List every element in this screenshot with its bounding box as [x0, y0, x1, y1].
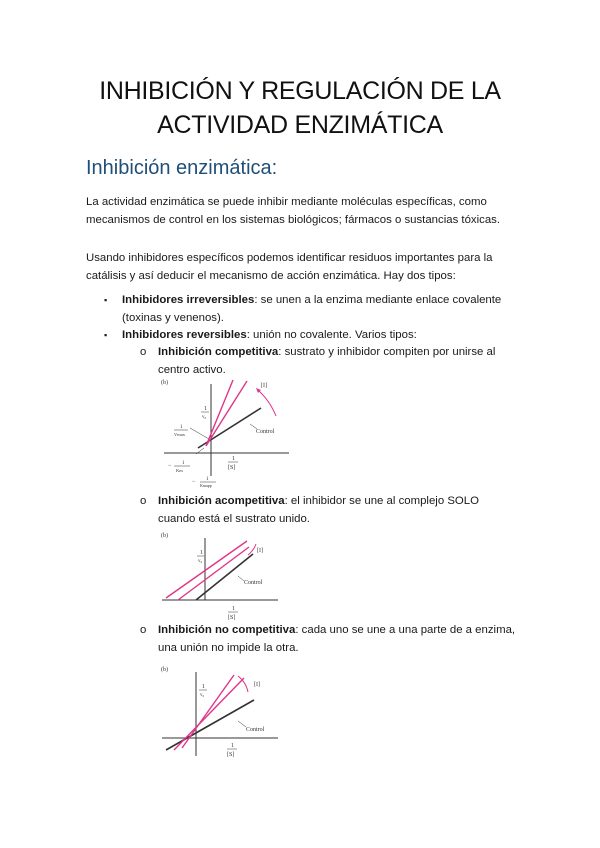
figure-panel-label: (b): [161, 667, 168, 673]
sub-bullet-term: Inhibición acompetitiva: [158, 495, 285, 507]
control-label: Control: [244, 580, 263, 586]
inhibitor-line-2: [182, 675, 234, 748]
figure-uncompetitive: [160, 530, 280, 622]
figure-noncompetitive: [160, 664, 280, 764]
control-label: Control: [256, 429, 275, 435]
sub-bullet-marker: o: [140, 624, 147, 636]
svg-text:−: −: [192, 479, 196, 485]
kmapp-label-den: Kmapp: [200, 483, 212, 488]
bullet-term: Inhibidores reversibles: [122, 329, 247, 341]
bullet-term: Inhibidores irreversibles: [122, 294, 255, 306]
y-axis-label-den: v₀: [202, 415, 207, 420]
page-title: INHIBICIÓN Y REGULACIÓN DE LA ACTIVIDAD ENZIMÁTICA: [99, 77, 501, 139]
sub-bullet-term: Inhibición competitiva: [158, 346, 279, 358]
sub-bullet-marker: o: [140, 346, 147, 358]
km-label-den: Km: [176, 468, 183, 473]
x-axis-label-num: 1: [231, 743, 234, 749]
x-axis-label-num: 1: [232, 606, 235, 612]
section-heading: Inhibición enzimática:: [86, 157, 278, 179]
inhibitor-label: [I]: [261, 383, 267, 389]
inhibitor-label: [I]: [254, 682, 260, 688]
svg-text:−: −: [168, 463, 172, 469]
paragraph-1: La actividad enzimática se puede inhibir mediante moléculas específicas, como mecanismos de control en los sistemas biológicos; fármacos o sustancias tóxicas.: [86, 196, 501, 226]
inhibitor-line-1: [206, 381, 247, 446]
kmapp-label-num: 1: [206, 477, 209, 482]
figure-panel-label: (b): [161, 533, 168, 539]
inhibitor-label: [I]: [257, 548, 263, 554]
inhibitor-line-1: [178, 547, 249, 600]
vmax-label-den: Vmax: [174, 432, 185, 437]
y-axis-label-num: 1: [204, 406, 207, 412]
km-label-num: 1: [182, 461, 185, 466]
inhibitor-arrow: [258, 390, 276, 416]
inhibitor-line-2: [206, 380, 233, 446]
inhibitor-line-1: [174, 678, 244, 750]
y-axis-label-num: 1: [200, 550, 203, 556]
x-axis-label-den: [S]: [227, 752, 235, 758]
figure-panel-label: (b): [161, 380, 168, 386]
control-label: Control: [246, 727, 265, 733]
bullet-marker: ▪: [104, 295, 108, 305]
y-axis-label-den: v₀: [200, 693, 205, 698]
x-axis-label-den: [S]: [228, 615, 236, 621]
y-axis-label-num: 1: [202, 684, 205, 690]
vmax-label-num: 1: [180, 425, 183, 430]
paragraph-2: Usando inhibidores específicos podemos identificar residuos importantes para la catálisis y así deducir el mecanismo de acción enzimática. Hay dos tipos:: [86, 252, 493, 282]
bullet-marker: ▪: [104, 330, 108, 340]
figure-competitive: [160, 376, 290, 488]
sub-bullet-term: Inhibición no competitiva: [158, 624, 296, 636]
y-axis-label-den: v₀: [198, 559, 203, 564]
x-axis-label-den: [S]: [228, 465, 236, 471]
x-axis-label-num: 1: [232, 456, 235, 462]
inhibitor-arrow: [248, 544, 256, 555]
sub-bullet-marker: o: [140, 495, 147, 507]
